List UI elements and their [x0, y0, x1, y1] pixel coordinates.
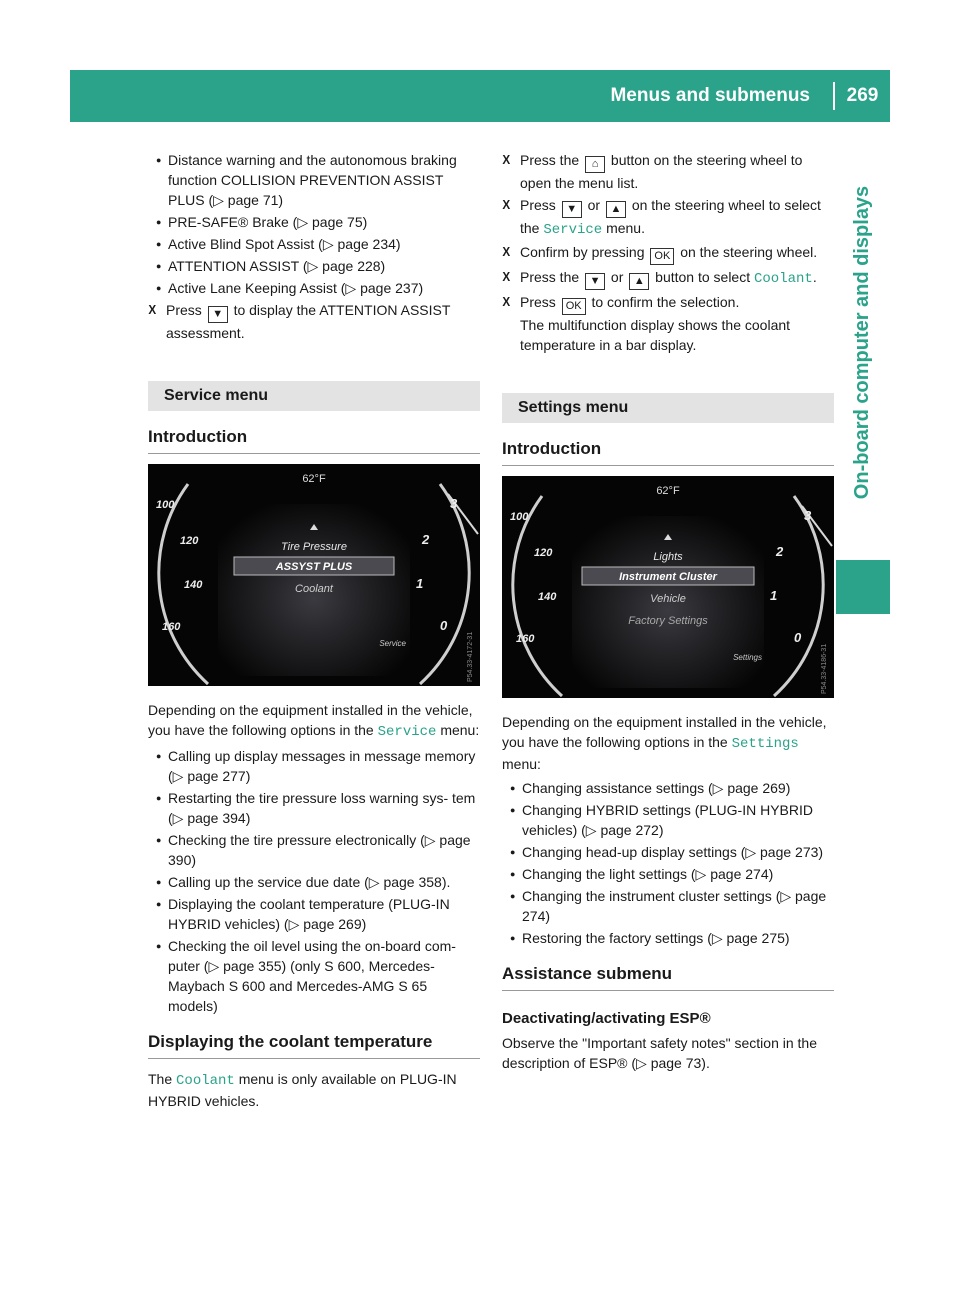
menu-name: Coolant	[754, 271, 813, 287]
power-tick-label: 2	[776, 544, 784, 559]
instruction-step: X Press the ⌂ button on the steering wheel to open the menu list.	[502, 150, 834, 193]
esp-paragraph: Observe the "Important safety notes" section in the description of ESP® (▷ page 73).	[502, 1035, 817, 1071]
subsection-heading-coolant: Displaying the coolant temperature	[148, 1032, 480, 1059]
menu-name: Service	[543, 222, 603, 238]
speed-tick-label: 120	[534, 547, 553, 559]
down-arrow-key-icon: ▼	[562, 201, 582, 218]
menu-entry-selected: ASSYST PLUS	[275, 561, 353, 573]
menu-name: Coolant	[176, 1073, 235, 1089]
up-arrow-key-icon: ▲	[629, 273, 649, 290]
temperature-readout: 62°F	[302, 473, 326, 485]
power-tick-label: 1	[416, 576, 424, 591]
list-item: ● Restarting the tire pressure loss warning sys- tem (▷ page 394)	[148, 788, 480, 828]
right-column	[502, 150, 834, 1077]
list-item: ● Changing HYBRID settings (PLUG-IN HYBRID vehicles) (▷ page 272)	[502, 800, 834, 840]
list-item: ● PRE-SAFE® Brake (▷ page 75)	[148, 212, 480, 232]
down-arrow-key-icon: ▼	[208, 306, 228, 323]
power-tick-label: 2	[422, 532, 430, 547]
instruction-step: X Press ▼ or ▲ on the steering wheel to select the Service menu.	[502, 195, 834, 240]
service-menu-cluster-image	[148, 464, 480, 686]
instruction-step: X Press OK to confirm the selection. The multifunction display shows the coolant temperature in a bar display.	[502, 292, 834, 355]
image-code: P54.33-4186-31	[821, 643, 828, 694]
list-item: ● Checking the tire pressure electronically (▷ page 390)	[148, 830, 480, 870]
instruction-step: X Confirm by pressing OK on the steering wheel.	[502, 242, 834, 265]
side-tab-label: On-board computer and displays	[851, 185, 874, 499]
down-arrow-key-icon: ▼	[585, 273, 605, 290]
step-result: The multifunction display shows the coolant temperature in a bar display.	[520, 317, 791, 353]
power-tick-label: 0	[440, 618, 448, 633]
power-tick-label: 3	[804, 508, 812, 523]
subsection-heading-assistance: Assistance submenu	[502, 964, 834, 991]
speed-tick-label: 100	[510, 511, 529, 523]
menu-entry: Vehicle	[650, 593, 686, 605]
menu-name: Service	[377, 724, 437, 740]
side-tab	[836, 122, 890, 1282]
up-arrow-key-icon: ▲	[606, 201, 626, 218]
speed-tick-label: 140	[184, 579, 203, 591]
list-item: ● Changing head-up display settings (▷ page 273)	[502, 842, 834, 862]
power-tick-label: 3	[450, 496, 458, 511]
instruction-step: X Press the ▼ or ▲ button to select Coolant.	[502, 267, 834, 290]
ok-key-icon: OK	[562, 298, 586, 315]
menu-corner-label: Service	[379, 639, 406, 648]
menu-entry: Lights	[653, 551, 683, 563]
menu-entry: Tire Pressure	[281, 541, 347, 553]
speed-tick-label: 160	[162, 621, 181, 633]
menu-name: Settings	[731, 736, 799, 752]
menu-entry: Factory Settings	[628, 615, 708, 627]
list-item: ● Displaying the coolant temperature (PLUG-IN HYBRID vehicles) (▷ page 269)	[148, 894, 480, 934]
list-item: ● Calling up the service due date (▷ page 358).	[148, 872, 480, 892]
section-heading-service-menu: Service menu	[148, 381, 480, 411]
home-key-icon: ⌂	[585, 156, 605, 173]
speed-tick-label: 160	[516, 633, 535, 645]
coolant-paragraph: The Coolant menu is only available on PLUG-IN HYBRID vehicles.	[148, 1071, 457, 1109]
speed-tick-label: 120	[180, 535, 199, 547]
list-item: ● Changing the light settings (▷ page 274)	[502, 864, 834, 884]
left-column	[148, 150, 480, 1115]
settings-menu-cluster-image	[502, 476, 834, 698]
list-item: ● ATTENTION ASSIST (▷ page 228)	[148, 256, 480, 276]
subsection-heading-introduction: Introduction	[148, 427, 480, 454]
page-number: 269	[833, 82, 890, 110]
intro-paragraph: Depending on the equipment installed in the vehicle, you have the following options in the Service menu:	[148, 702, 480, 740]
menu-entry-selected: Instrument Cluster	[619, 571, 717, 583]
list-item: ● Checking the oil level using the on-board com- puter (▷ page 355) (only S 600, Mercedes- Maybach S 600 and Mercedes-AMG S 65 models)	[148, 936, 480, 1016]
intro-paragraph: Depending on the equipment installed in the vehicle, you have the following options in the Settings menu:	[502, 714, 827, 772]
page-section-title: Menus and submenus	[610, 85, 810, 106]
list-item: ● Restoring the factory settings (▷ page 275)	[502, 928, 834, 948]
power-tick-label: 0	[794, 630, 802, 645]
menu-entry: Coolant	[295, 583, 333, 595]
side-tab-marker	[836, 560, 890, 614]
speed-tick-label: 140	[538, 591, 557, 603]
list-item: ● Calling up display messages in message memory (▷ page 277)	[148, 746, 480, 786]
menu-corner-label: Settings	[733, 653, 762, 662]
instruction-step: X Press ▼ to display the ATTENTION ASSIST assessment.	[148, 300, 480, 343]
section-heading-settings-menu: Settings menu	[502, 393, 834, 423]
power-tick-label: 1	[770, 588, 778, 603]
subheading-esp: Deactivating/activating ESP®	[502, 1010, 711, 1027]
list-item: ● Changing assistance settings (▷ page 269)	[502, 778, 834, 798]
list-item: ● Active Lane Keeping Assist (▷ page 237)	[148, 278, 480, 298]
subsection-heading-introduction: Introduction	[502, 439, 834, 466]
temperature-readout: 62°F	[656, 485, 680, 497]
list-item: ● Distance warning and the autonomous braking function COLLISION PREVENTION ASSIST PLUS (▷ page 71)	[148, 150, 480, 210]
speed-tick-label: 100	[156, 499, 175, 511]
image-code: P54.33-4172-31	[467, 631, 474, 682]
list-item: ● Active Blind Spot Assist (▷ page 234)	[148, 234, 480, 254]
list-item: ● Changing the instrument cluster settings (▷ page 274)	[502, 886, 834, 926]
ok-key-icon: OK	[650, 248, 674, 265]
